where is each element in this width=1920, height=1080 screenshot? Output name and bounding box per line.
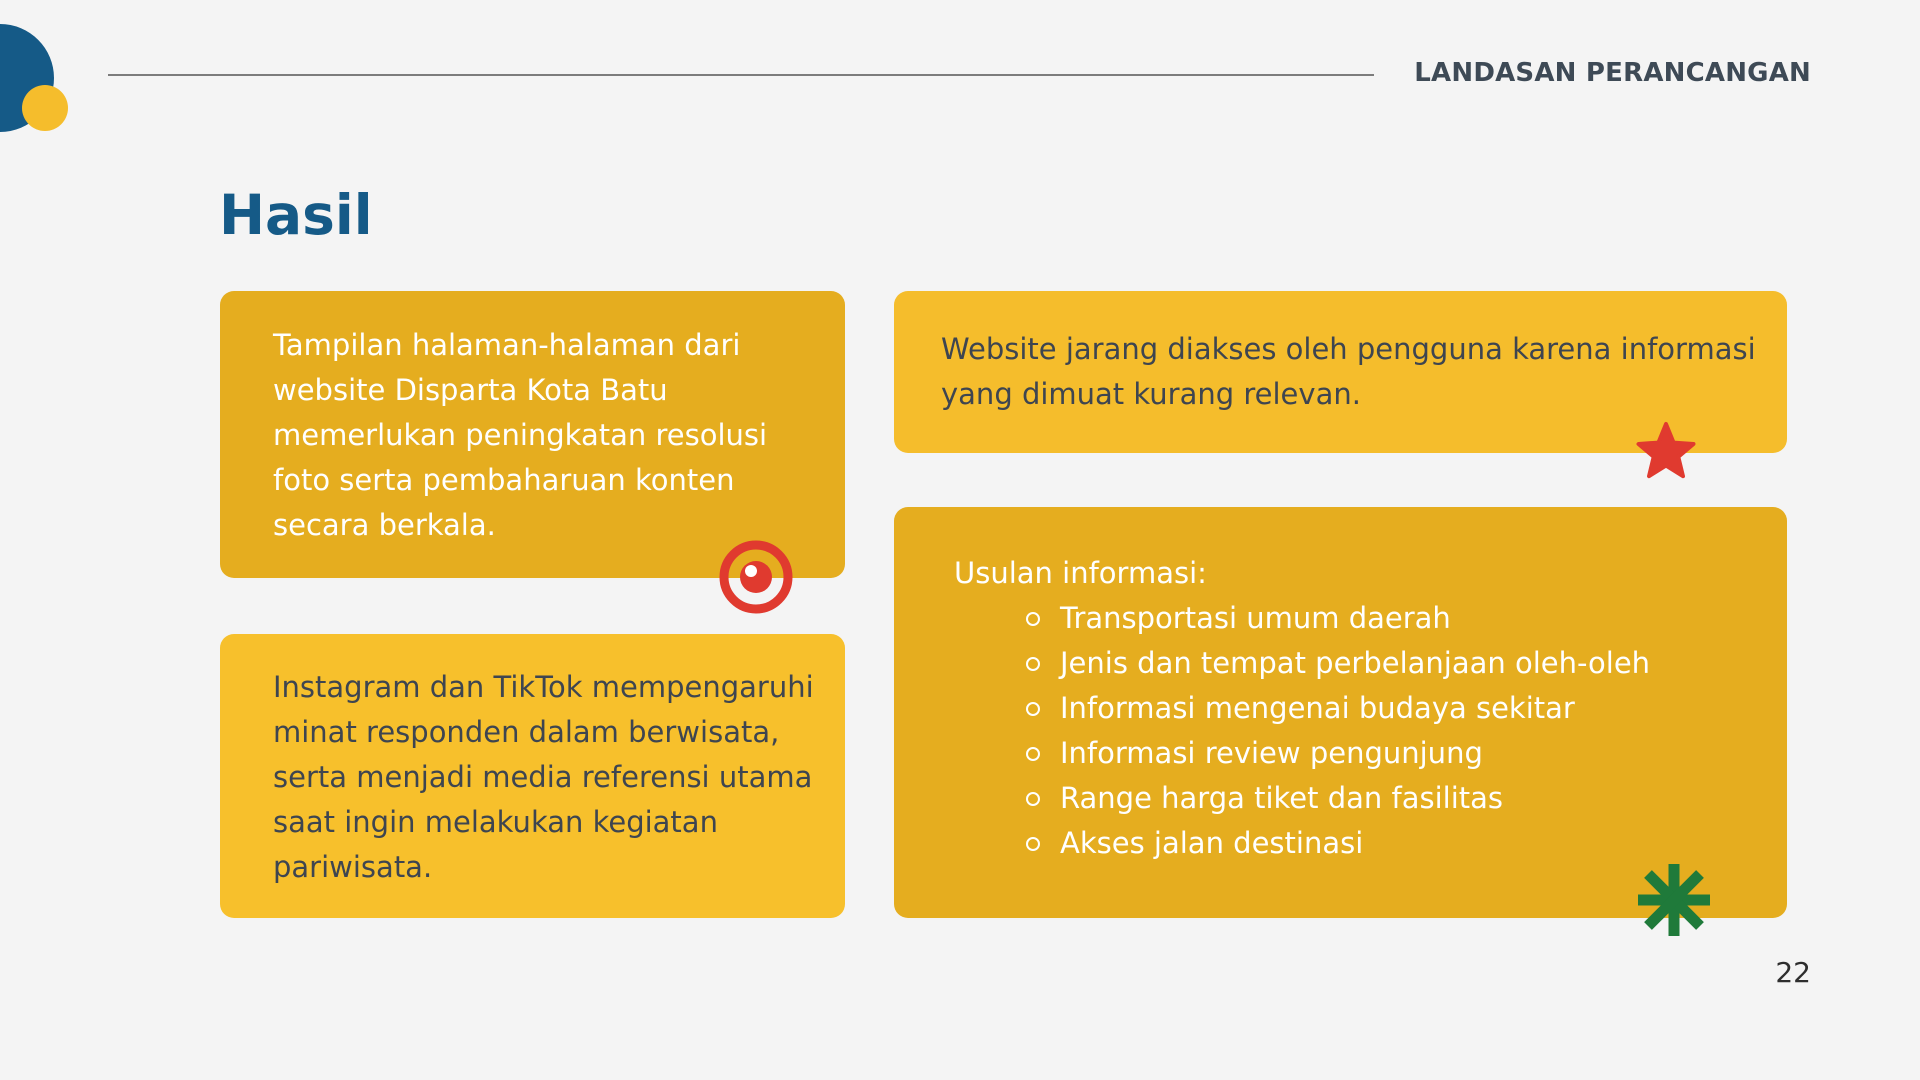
card-info-proposal xyxy=(894,507,1787,918)
list-item: Informasi mengenai budaya sekitar xyxy=(1026,686,1757,731)
card-social-media-text: Instagram dan TikTok mempengaruhi minat responden dalam berwisata, serta menjadi media referensi utama saat ingin melakukan kegiatan pariwisata. xyxy=(273,670,814,884)
list-item: Akses jalan destinasi xyxy=(1026,821,1757,866)
header-divider xyxy=(108,74,1374,76)
star-icon xyxy=(1634,421,1698,485)
card-website-access-text: Website jarang diakses oleh pengguna karena informasi yang dimuat kurang relevan. xyxy=(941,332,1756,411)
card-website-quality xyxy=(220,291,845,578)
card-info-proposal-heading: Usulan informasi: xyxy=(954,556,1207,590)
info-proposal-list xyxy=(954,596,1757,866)
card-website-quality-text: Tampilan halaman-halaman dari website Disparta Kota Batu memerlukan peningkatan resolusi foto serta pembaharuan konten secara berkala. xyxy=(273,328,768,542)
page-title: Hasil xyxy=(219,183,373,247)
page-number: 22 xyxy=(1775,956,1811,989)
card-social-media xyxy=(220,634,845,918)
decorative-yellow-circle xyxy=(22,85,68,131)
list-item: Range harga tiket dan fasilitas xyxy=(1026,776,1757,821)
list-item: Jenis dan tempat perbelanjaan oleh-oleh xyxy=(1026,641,1757,686)
asterisk-icon xyxy=(1636,862,1712,938)
section-label: LANDASAN PERANCANGAN xyxy=(1414,58,1811,88)
list-item: Transportasi umum daerah xyxy=(1026,596,1757,641)
list-item: Informasi review pengunjung xyxy=(1026,731,1757,776)
target-icon xyxy=(719,540,793,614)
